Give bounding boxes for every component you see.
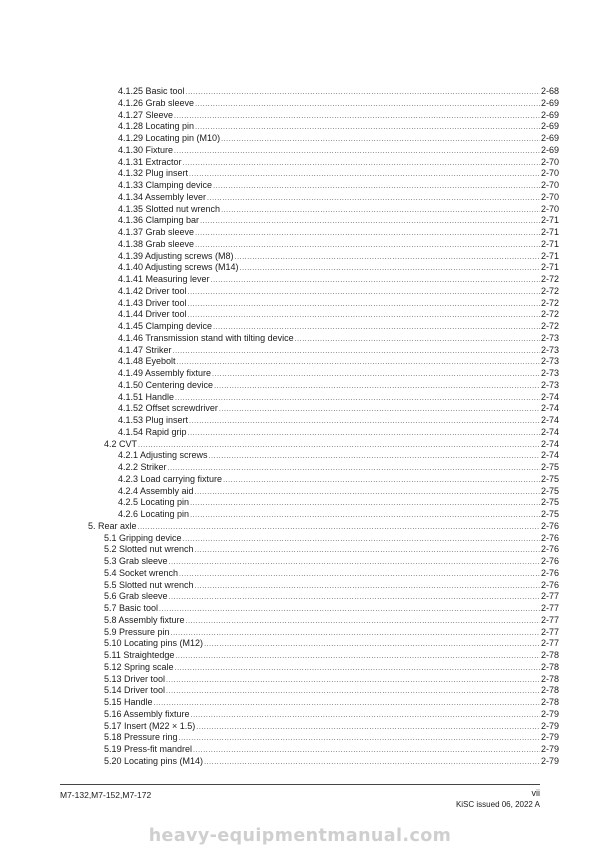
toc-entry-page: 2-78	[540, 650, 559, 660]
toc-entry-title: 4.1.46 Transmission stand with tilting device	[118, 332, 294, 343]
toc-entry[interactable]	[104, 603, 559, 615]
toc-entry-title: 4.1.38 Grab sleeve	[118, 238, 195, 249]
toc-entry-title: 4.1.52 Offset screwdriver	[118, 403, 218, 414]
toc-entry-title: 5.15 Handle	[104, 697, 153, 707]
toc-entry-page: 2-77	[540, 591, 559, 602]
toc-entry[interactable]	[104, 685, 559, 697]
toc-entry-page: 2-74	[540, 403, 559, 414]
toc-entry-title: 5.14 Driver tool	[104, 685, 166, 696]
toc-entry[interactable]	[118, 356, 559, 368]
toc-entry-title: 4.1.44 Driver tool	[118, 309, 187, 320]
toc-entry-page: 2-79	[540, 755, 559, 766]
toc-entry-page: 2-74	[540, 438, 559, 449]
toc-entry-page: 2-69	[540, 97, 559, 108]
toc-entry[interactable]	[118, 415, 559, 427]
toc-entry[interactable]	[104, 674, 559, 686]
toc-entry-title: 4.1.33 Clamping device	[118, 180, 213, 190]
toc-entry-title: 5.5 Slotted nut wrench	[104, 579, 194, 590]
toc-entry[interactable]	[118, 462, 559, 474]
toc-entry[interactable]	[104, 556, 559, 568]
toc-entry-page: 2-73	[540, 332, 559, 343]
toc-entry-page: 2-71	[540, 227, 559, 237]
toc-entry-page: 2-70	[540, 168, 559, 179]
toc-entry-page: 2-72	[540, 274, 559, 284]
toc-entry[interactable]	[118, 215, 559, 227]
toc-entry[interactable]	[104, 568, 559, 580]
toc-entry-page: 2-78	[540, 661, 559, 672]
toc-entry-page: 2-74	[540, 426, 559, 437]
toc-entry-title: 5.19 Press-fit mandrel	[104, 744, 193, 754]
toc-entry-title: 5.8 Assembly fixture	[104, 614, 185, 625]
toc-entry[interactable]	[104, 662, 559, 674]
toc-entry[interactable]	[118, 145, 559, 157]
toc-entry-title: 4.2.1 Adjusting screws	[118, 450, 208, 461]
toc-entry-title: 5. Rear axle	[88, 520, 137, 531]
toc-entry-page: 2-76	[540, 556, 559, 566]
toc-entry-page: 2-76	[540, 567, 559, 578]
toc-entry[interactable]	[118, 309, 559, 321]
toc-entry[interactable]	[118, 298, 559, 310]
toc-entry[interactable]	[104, 721, 559, 733]
toc-entry[interactable]	[118, 509, 559, 521]
toc-entry[interactable]	[104, 615, 559, 627]
toc-entry-title: 4.1.28 Locating pin	[118, 121, 195, 132]
toc-entry-page: 2-77	[540, 614, 559, 625]
toc-entry-page: 2-79	[540, 708, 559, 719]
toc-entry[interactable]	[118, 427, 559, 439]
toc-entry[interactable]	[104, 580, 559, 592]
toc-entry-title: 4.1.42 Driver tool	[118, 285, 187, 296]
toc-entry[interactable]	[118, 86, 559, 98]
toc-entry[interactable]	[104, 732, 559, 744]
toc-entry-page: 2-75	[540, 485, 559, 496]
toc-entry-page: 2-78	[540, 673, 559, 684]
toc-entry-title: 5.3 Grab sleeve	[104, 556, 168, 566]
toc-entry-title: 5.6 Grab sleeve	[104, 591, 168, 602]
toc-entry-title: 4.2.3 Load carrying fixture	[118, 473, 223, 484]
toc-entry-title: 4.1.51 Handle	[118, 391, 175, 402]
toc-entry[interactable]	[118, 321, 559, 333]
toc-entry-page: 2-71	[540, 215, 559, 226]
toc-entry-title: 4.1.41 Measuring lever	[118, 274, 210, 284]
toc-entry-title: 5.17 Insert (M22 × 1.5)	[104, 720, 196, 731]
toc-entry-page: 2-74	[540, 450, 559, 461]
footer-divider	[60, 784, 540, 785]
toc-entry-page: 2-71	[540, 250, 559, 261]
toc-entry[interactable]	[118, 368, 559, 380]
toc-entry-title: 4.1.53 Plug insert	[118, 415, 189, 425]
toc-entry-page: 2-72	[540, 297, 559, 308]
toc-entry[interactable]	[118, 251, 559, 263]
footer-issue-date: KiSC issued 06, 2022 A	[455, 800, 540, 809]
toc-entry-page: 2-76	[540, 544, 559, 555]
toc-entry-page: 2-74	[540, 415, 559, 425]
toc-entry[interactable]	[118, 486, 559, 498]
toc-entry-title: 5.20 Locating pins (M14)	[104, 755, 204, 766]
toc-entry-page: 2-75	[540, 509, 559, 519]
toc-entry-page: 2-79	[540, 732, 559, 743]
toc-entry-title: 4.1.30 Fixture	[118, 144, 174, 155]
toc-entry-title: 4.1.54 Rapid grip	[118, 426, 187, 437]
toc-entry-page: 2-70	[540, 203, 559, 214]
toc-entry-title: 4.2.2 Striker	[118, 462, 167, 472]
toc-entry-page: 2-75	[540, 497, 559, 508]
toc-entry-title: 4.1.36 Clamping bar	[118, 215, 200, 226]
toc-entry-title: 5.1 Gripping device	[104, 532, 182, 543]
toc-entry-title: 5.18 Pressure ring	[104, 732, 178, 743]
toc-entry[interactable]	[118, 345, 559, 357]
toc-entry[interactable]	[88, 521, 559, 533]
toc-entry[interactable]	[104, 638, 559, 650]
toc-entry-page: 2-79	[540, 744, 559, 754]
toc-entry-title: 4.1.45 Clamping device	[118, 321, 213, 331]
toc-entry-title: 5.12 Spring scale	[104, 661, 174, 672]
toc-entry[interactable]	[104, 709, 559, 721]
toc-entry-title: 4.1.35 Slotted nut wrench	[118, 203, 221, 214]
toc-entry[interactable]	[104, 533, 559, 545]
toc-entry-title: 5.4 Socket wrench	[104, 567, 179, 578]
site-watermark: heavy-equipmentmanual.com	[148, 826, 452, 846]
toc-entry-title: 4.1.31 Extractor	[118, 156, 182, 167]
table-of-contents	[0, 86, 600, 768]
toc-entry[interactable]	[104, 744, 559, 756]
toc-entry-title: 4.2.5 Locating pin	[118, 497, 190, 508]
toc-entry-page: 2-79	[540, 720, 559, 731]
toc-entry-page: 2-69	[540, 121, 559, 132]
toc-entry-title: 5.10 Locating pins (M12)	[104, 638, 204, 649]
toc-entry[interactable]	[104, 591, 559, 603]
toc-entry-page: 2-75	[540, 462, 559, 472]
toc-entry-title: 4.1.39 Adjusting screws (M8)	[118, 250, 234, 261]
toc-entry[interactable]	[118, 474, 559, 486]
toc-entry[interactable]	[104, 544, 559, 556]
toc-entry-page: 2-71	[540, 262, 559, 273]
toc-entry[interactable]	[118, 274, 559, 286]
toc-entry-title: 4.1.50 Centering device	[118, 379, 214, 390]
toc-dot-leader	[204, 757, 540, 769]
toc-entry-title: 4.1.40 Adjusting screws (M14)	[118, 262, 239, 273]
toc-entry[interactable]	[118, 110, 559, 122]
toc-entry[interactable]	[104, 697, 559, 709]
toc-entry-title: 4.1.32 Plug insert	[118, 168, 189, 179]
toc-entry-title: 4.1.26 Grab sleeve	[118, 97, 195, 108]
toc-entry-page: 2-70	[540, 156, 559, 167]
toc-entry-page: 2-72	[540, 309, 559, 320]
toc-entry-page: 2-69	[540, 133, 559, 143]
toc-entry-page: 2-72	[540, 285, 559, 296]
toc-entry[interactable]	[118, 380, 559, 392]
toc-entry-title: 4.2 CVT	[104, 438, 138, 449]
toc-entry-title: 4.1.27 Sleeve	[118, 109, 174, 120]
toc-entry[interactable]	[104, 439, 559, 451]
toc-entry-title: 4.1.25 Basic tool	[118, 86, 185, 96]
toc-entry-page: 2-73	[540, 368, 559, 378]
toc-entry[interactable]	[118, 157, 559, 169]
toc-entry[interactable]	[118, 168, 559, 180]
toc-entry[interactable]	[104, 756, 559, 768]
toc-entry-title: 5.16 Assembly fixture	[104, 708, 190, 719]
toc-entry[interactable]	[118, 239, 559, 251]
toc-entry-page: 2-71	[540, 238, 559, 249]
toc-entry-page: 2-76	[540, 579, 559, 590]
toc-entry-page: 2-68	[540, 86, 559, 96]
toc-entry-title: 4.1.34 Assembly lever	[118, 191, 207, 202]
toc-entry-title: 5.13 Driver tool	[104, 673, 166, 684]
toc-entry-title: 5.11 Straightedge	[104, 650, 175, 660]
toc-entry-title: 4.1.49 Assembly fixture	[118, 368, 212, 378]
toc-entry[interactable]	[118, 133, 559, 145]
toc-entry-title: 4.1.48 Eyebolt	[118, 356, 176, 367]
toc-entry[interactable]	[118, 98, 559, 110]
toc-entry[interactable]	[118, 403, 559, 415]
toc-entry-page: 2-72	[540, 321, 559, 331]
toc-entry-page: 2-70	[540, 180, 559, 190]
toc-entry[interactable]	[118, 180, 559, 192]
toc-entry[interactable]	[104, 627, 559, 639]
toc-entry-title: 5.2 Slotted nut wrench	[104, 544, 194, 555]
toc-entry-page: 2-74	[540, 391, 559, 402]
toc-entry-title: 5.7 Basic tool	[104, 603, 159, 613]
toc-entry[interactable]	[118, 286, 559, 298]
toc-entry-page: 2-69	[540, 109, 559, 120]
toc-entry-title: 5.9 Pressure pin	[104, 626, 170, 637]
toc-entry-page: 2-78	[540, 685, 559, 696]
toc-entry-page: 2-73	[540, 344, 559, 355]
toc-entry-title: 4.2.4 Assembly aid	[118, 485, 194, 496]
toc-entry-page: 2-73	[540, 379, 559, 390]
toc-entry-page: 2-76	[540, 532, 559, 543]
toc-entry[interactable]	[118, 121, 559, 133]
toc-entry[interactable]	[118, 450, 559, 462]
toc-entry-title: 4.1.37 Grab sleeve	[118, 227, 195, 237]
footer-page-number: vii	[531, 788, 540, 798]
toc-entry-page: 2-76	[540, 520, 559, 531]
toc-entry[interactable]	[118, 392, 559, 404]
toc-entry[interactable]	[118, 333, 559, 345]
toc-entry[interactable]	[118, 192, 559, 204]
toc-entry-page: 2-75	[540, 473, 559, 484]
toc-entry[interactable]	[118, 204, 559, 216]
toc-entry-title: 4.1.29 Locating pin (M10)	[118, 133, 221, 143]
toc-entry-page: 2-77	[540, 603, 559, 613]
toc-entry-page: 2-78	[540, 697, 559, 707]
toc-entry-page: 2-77	[540, 626, 559, 637]
toc-entry-title: 4.1.43 Driver tool	[118, 297, 187, 308]
toc-entry-title: 4.2.6 Locating pin	[118, 509, 190, 519]
footer-model-numbers: M7-132,M7-152,M7-172	[60, 790, 152, 800]
toc-entry-page: 2-70	[540, 191, 559, 202]
toc-entry-title: 4.1.47 Striker	[118, 344, 172, 355]
toc-entry-page: 2-69	[540, 144, 559, 155]
toc-entry[interactable]	[118, 227, 559, 239]
toc-entry-page: 2-77	[540, 638, 559, 649]
toc-entry[interactable]	[104, 650, 559, 662]
toc-entry[interactable]	[118, 497, 559, 509]
toc-entry-page: 2-73	[540, 356, 559, 367]
toc-entry[interactable]	[118, 262, 559, 274]
